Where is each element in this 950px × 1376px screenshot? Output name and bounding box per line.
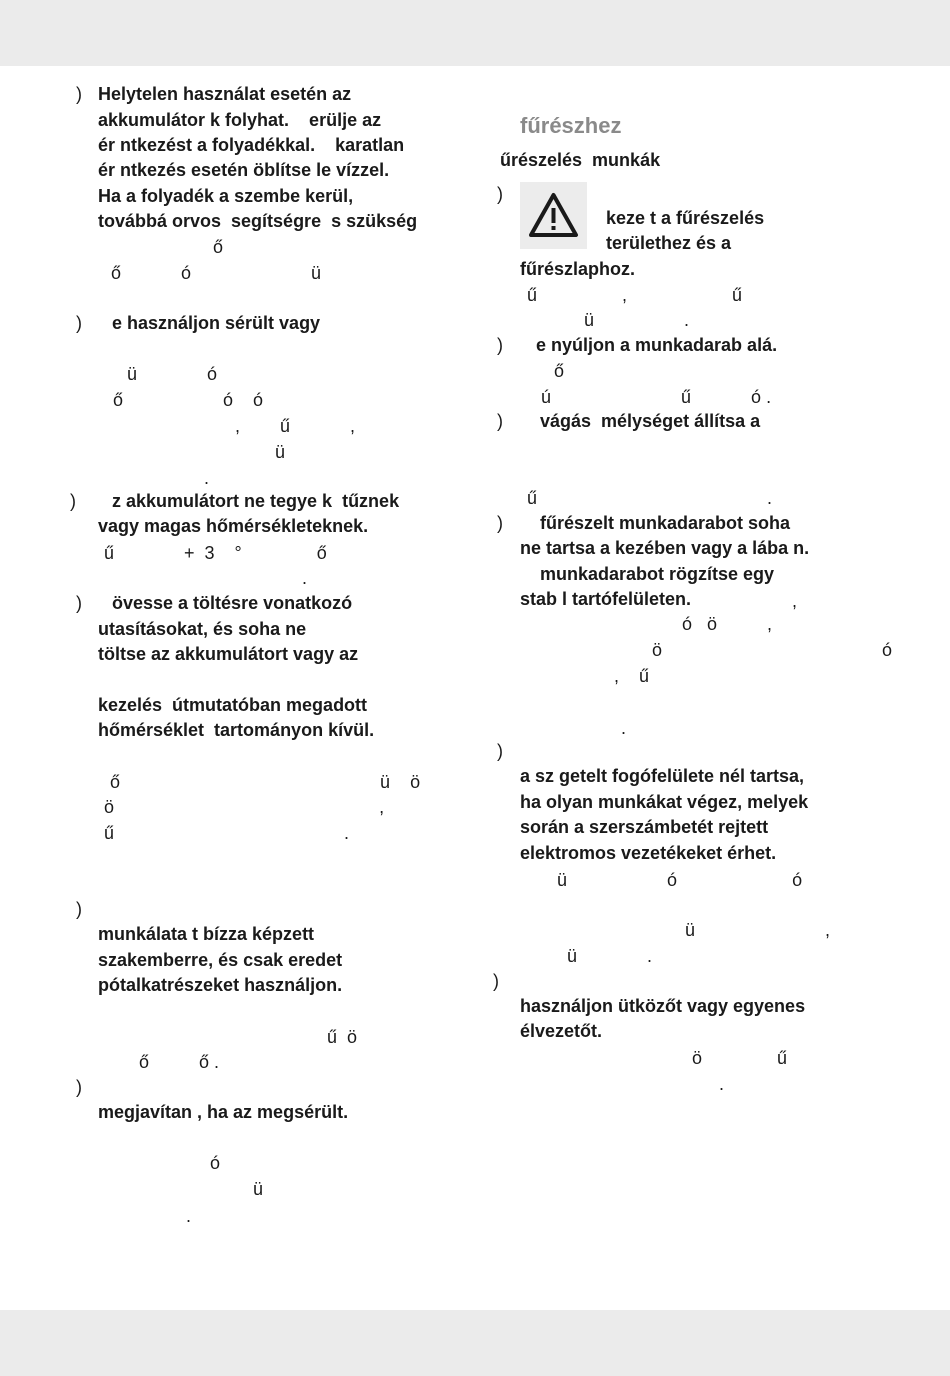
paragraph-line: munkálata t bízza képzett — [98, 924, 315, 944]
paragraph-line: kezelés útmutatóban megadott — [98, 695, 368, 715]
paragraph-line: vágás mélységet állítsa a — [540, 411, 761, 431]
list-marker: ) — [76, 313, 82, 333]
list-marker: ) — [493, 971, 499, 991]
paragraph-line: utasításokat, és soha ne — [98, 619, 307, 639]
paragraph-line: ha olyan munkákat végez, melyek — [520, 792, 809, 812]
paragraph-line: megjavítan , ha az megsérült. — [98, 1102, 349, 1122]
paragraph-line: élvezetőt. — [520, 1021, 603, 1041]
list-marker: ) — [76, 84, 82, 104]
paragraph-line: Ha a folyadék a szembe kerül, — [98, 186, 354, 206]
text-fragment: ú ű ó . — [541, 387, 772, 407]
paragraph-line: z akkumulátort ne tegye k tűznek — [112, 491, 400, 511]
paragraph-line: akkumulátor k folyhat. erülje az — [98, 110, 382, 130]
paragraph-line: ér ntkezést a folyadékkal. karatlan — [98, 135, 405, 155]
list-marker: ) — [497, 335, 503, 355]
paragraph-line: használjon ütközőt vagy egyenes — [520, 996, 806, 1016]
text-fragment: ü — [275, 442, 286, 462]
page-header-band — [0, 0, 950, 66]
text-fragment: ö ó — [652, 640, 893, 660]
paragraph-line: munkadarabot rögzítse egy — [540, 564, 775, 584]
paragraph-line: során a szerszámbetét rejtett — [520, 817, 769, 837]
section-subheading: űrészelés munkák — [500, 150, 661, 170]
text-fragment: ó — [210, 1153, 221, 1173]
list-marker: ) — [497, 411, 503, 431]
list-marker: ) — [497, 741, 503, 761]
paragraph-line: stab l tartófelületen. — [520, 589, 692, 609]
list-marker: ) — [76, 593, 82, 613]
list-marker: ) — [497, 184, 503, 204]
warning-triangle-icon — [520, 182, 587, 249]
text-fragment: ö , — [104, 797, 385, 817]
paragraph-line: e használjon sérült vagy — [112, 313, 321, 333]
text-fragment: ü . — [567, 946, 653, 966]
text-fragment: ő ő . — [139, 1052, 220, 1072]
text-fragment: . — [621, 718, 627, 738]
list-marker: ) — [497, 513, 503, 533]
paragraph-line: Helytelen használat esetén az — [98, 84, 352, 104]
text-fragment: ü ó ó — [557, 870, 803, 890]
text-fragment: . — [719, 1074, 725, 1094]
paragraph-line: pótalkatrészeket használjon. — [98, 975, 343, 995]
paragraph-line: ne tartsa a kezében vagy a lába n. — [520, 538, 810, 558]
text-fragment: ű ö — [327, 1027, 358, 1047]
paragraph-line: területhez és a — [606, 233, 732, 253]
paragraph-line: elektromos vezetékeket érhet. — [520, 843, 777, 863]
text-fragment: ű , ű — [527, 285, 743, 305]
text-fragment: ö ű — [692, 1048, 788, 1068]
list-marker: ) — [70, 491, 76, 511]
paragraph-line: e nyúljon a munkadarab alá. — [536, 335, 778, 355]
paragraph-line: hőmérséklet tartományon kívül. — [98, 720, 375, 740]
text-fragment: . — [204, 468, 210, 488]
paragraph-line: övesse a töltésre vonatkozó — [112, 593, 353, 613]
section-heading: fűrészhez — [520, 113, 622, 138]
page-footer-band — [0, 1310, 950, 1376]
paragraph-line: vagy magas hőmérsékleteknek. — [98, 516, 369, 536]
paragraph-line: ér ntkezés esetén öblítse le vízzel. — [98, 160, 390, 180]
list-marker: ) — [76, 899, 82, 919]
paragraph-line: fűrészelt munkadarabot soha — [540, 513, 791, 533]
text-fragment: ő ü ö — [110, 772, 421, 792]
paragraph-line: keze t a fűrészelés — [606, 208, 765, 228]
paragraph-line: továbbá orvos segítségre s szükség — [98, 211, 418, 231]
text-fragment: ű . — [527, 488, 773, 508]
paragraph-line: töltse az akkumulátort vagy az — [98, 644, 359, 664]
text-fragment: , ű — [614, 666, 650, 686]
paragraph-line: fűrészlaphoz. — [520, 259, 636, 279]
text-fragment: ő ó ó — [113, 390, 264, 410]
text-fragment: ü — [253, 1179, 264, 1199]
text-fragment: . — [302, 568, 308, 588]
text-fragment: ű + 3 ° ő — [104, 543, 327, 563]
paragraph-line: a sz getelt fogófelülete nél tartsa, — [520, 766, 805, 786]
text-fragment: , — [792, 591, 798, 611]
text-fragment: ő ó ü — [111, 263, 322, 283]
text-fragment: ű . — [104, 823, 350, 843]
paragraph-line: szakemberre, és csak eredet — [98, 950, 343, 970]
text-fragment: ő — [554, 361, 565, 381]
text-fragment: , ű , — [235, 416, 356, 436]
text-fragment: ü ó — [127, 364, 218, 384]
text-fragment: ó ö , — [682, 614, 773, 634]
list-marker: ) — [76, 1077, 82, 1097]
text-fragment: . — [186, 1206, 192, 1226]
text-fragment: ü , — [685, 920, 831, 940]
text-fragment: ő — [213, 237, 224, 257]
text-fragment: ü . — [584, 310, 690, 330]
